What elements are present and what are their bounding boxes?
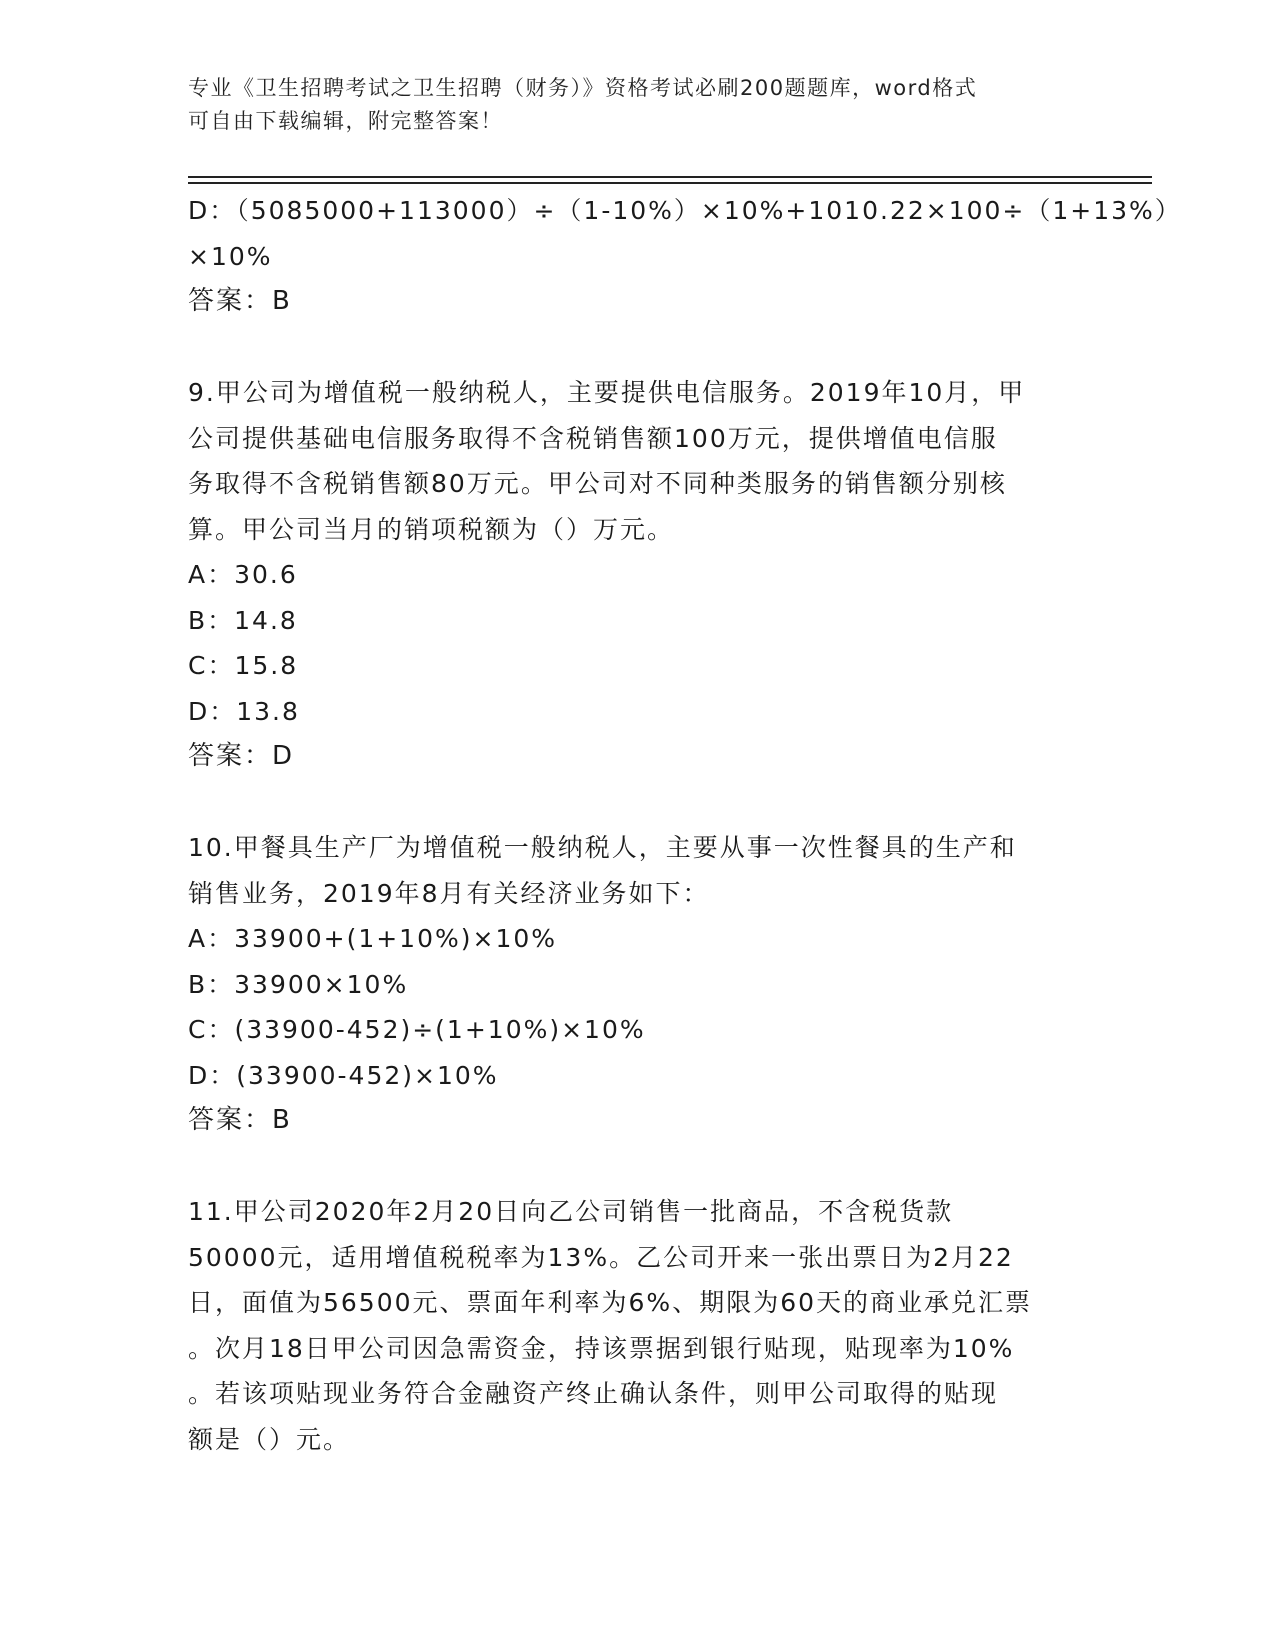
question-stem-line: 50000元，适用增值税税率为13%。乙公司开来一张出票日为2月22 [188, 1242, 1014, 1272]
question-10 [188, 825, 1088, 1144]
question-8-tail [188, 188, 1182, 325]
question-stem-line: 11.甲公司2020年2月20日向乙公司销售一批商品，不含税货款 [188, 1197, 954, 1226]
question-stem-line: 额是（）元。 [188, 1424, 351, 1454]
answer-line: 答案：B [188, 286, 292, 316]
question-stem-line: 销售业务，2019年8月有关经济业务如下： [188, 878, 710, 908]
header-line-1: 专业《卫生招聘考试之卫生招聘（财务）》资格考试必刷200题题库，word格式 [188, 76, 978, 100]
option-b: B：14.8 [188, 605, 298, 635]
document-body [188, 188, 1182, 1462]
answer-line: 答案：D [188, 741, 295, 771]
document-header [188, 72, 1068, 138]
option-b: B：33900×10% [188, 969, 409, 999]
header-divider-top [188, 176, 1152, 178]
question-stem-line: 。若该项贴现业务符合金融资产终止确认条件，则甲公司取得的贴现 [188, 1379, 999, 1408]
option-d: D：13.8 [188, 696, 300, 726]
question-stem-line: 9.甲公司为增值税一般纳税人，主要提供电信服务。2019年10月，甲 [188, 378, 1026, 407]
option-c: C：15.8 [188, 651, 299, 680]
question-11 [188, 1189, 1088, 1462]
question-stem-line: 算。甲公司当月的销项税额为（）万元。 [188, 514, 675, 544]
option-c: C：(33900-452)÷(1+10%)×10% [188, 1015, 646, 1044]
question-stem-line: 10.甲餐具生产厂为增值税一般纳税人，主要从事一次性餐具的生产和 [188, 833, 1017, 862]
option-d: D：（5085000+113000）÷（1-10%）×10%+1010.22×100÷（1+13%） [188, 196, 1182, 225]
answer-line: 答案：B [188, 1105, 292, 1135]
header-line-2: 可自由下载编辑，附完整答案！ [188, 109, 503, 133]
option-a: A：30.6 [188, 560, 298, 589]
question-9 [188, 370, 1088, 780]
header-divider-bottom [188, 182, 1152, 184]
option-a: A：33900+(1+10%)×10% [188, 924, 558, 953]
option-d: D：(33900-452)×10% [188, 1060, 499, 1090]
question-stem-line: 日，面值为56500元、票面年利率为6%、期限为60天的商业承兑汇票 [188, 1288, 1033, 1317]
question-stem-line: 务取得不含税销售额80万元。甲公司对不同种类服务的销售额分别核 [188, 469, 1007, 498]
question-stem-line: 公司提供基础电信服务取得不含税销售额100万元，提供增值电信服 [188, 423, 998, 453]
option-d-continued: ×10% [188, 241, 273, 271]
question-stem-line: 。次月18日甲公司因急需资金，持该票据到银行贴现，贴现率为10% [188, 1333, 1015, 1363]
